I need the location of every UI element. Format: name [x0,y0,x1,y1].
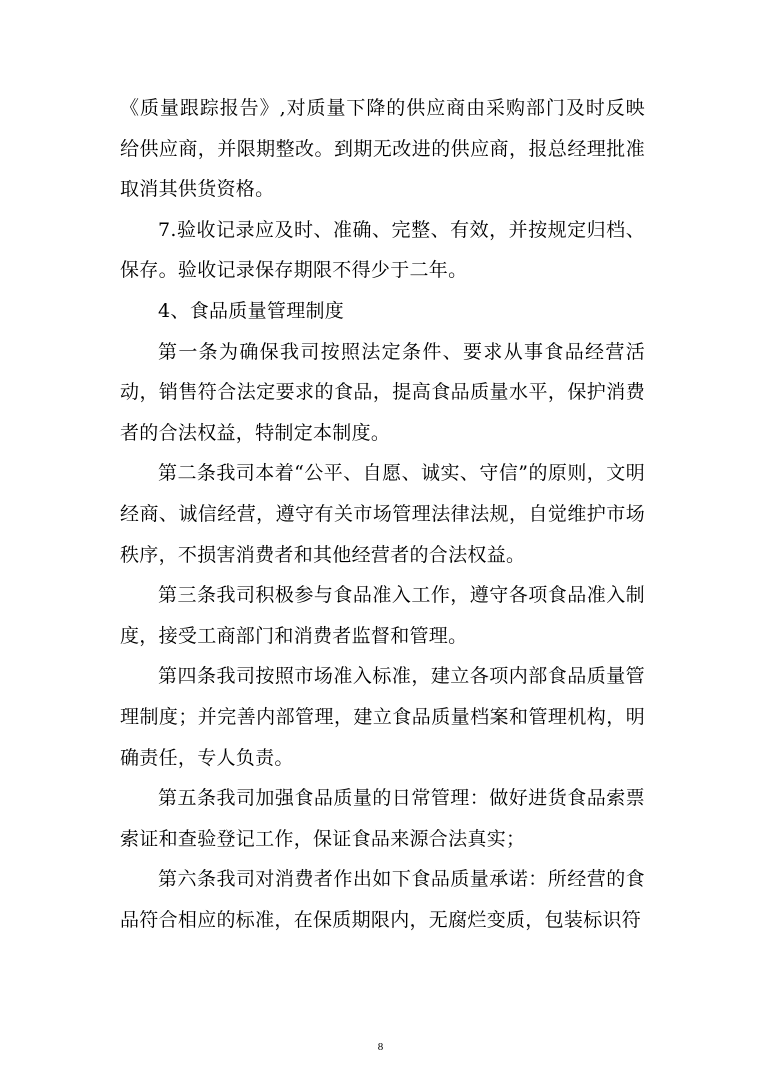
paragraph-article-5: 第五条我司加强食品质量的日常管理：做好进货食品索票索证和查验登记工作，保证食品来源合法真实； [120,787,645,850]
section-heading-food-quality: 4、食品质量管理制度 [158,299,345,322]
page-number: 8 [377,1041,384,1053]
paragraph-item-7: 7.验收记录应及时、准确、完整、有效，并按规定归档、保存。验收记录保存期限不得少于二年。 [120,218,645,282]
document-body [120,88,645,940]
paragraph-article-4: 第四条我司按照市场准入标准，建立各项内部食品质量管理制度；并完善内部管理，建立食品质量档案和管理机构，明确责任，专人负责。 [120,665,645,769]
paragraph-article-2: 第二条我司本着“公平、自愿、诚实、守信”的原则，文明经商、诚信经营，遵守有关市场管理法律法规，自觉维护市场秩序，不损害消费者和其他经营者的合法权益。 [120,462,645,566]
paragraph-article-3: 第三条我司积极参与食品准入工作，遵守各项食品准入制度，接受工商部门和消费者监督和管理。 [120,584,645,647]
paragraph-article-1: 第一条为确保我司按照法定条件、要求从事食品经营活动，销售符合法定要求的食品，提高食品质量水平，保护消费者的合法权益，特制定本制度。 [120,340,645,444]
paragraph-article-6: 第六条我司对消费者作出如下食品质量承诺：所经营的食品符合相应的标准，在保质期限内，无腐烂变质，包装标识符 [120,868,645,931]
paragraph-continuation: 《质量跟踪报告》,对质量下降的供应商由采购部门及时反映给供应商，并限期整改。到期无改进的供应商，报总经理批准取消其供货资格。 [120,97,645,201]
